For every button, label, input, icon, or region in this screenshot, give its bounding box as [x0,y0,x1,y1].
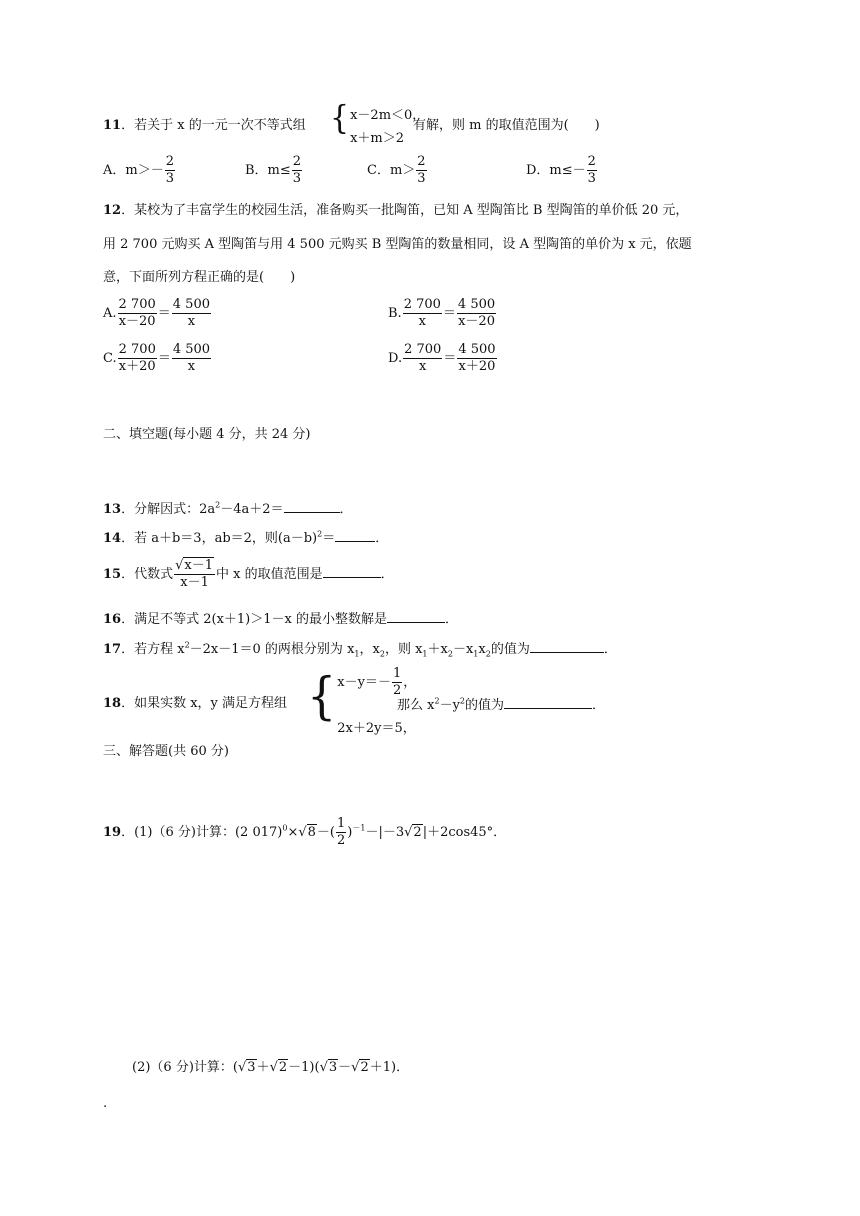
question-19-part-2: (2)（6 分)计算：(√3＋√2－1)(√3－√2＋1)． [132,1060,410,1075]
fraction: $\frac{2}{3}$ [165,154,174,186]
question-17: 17．若方程 $x^2-2x-1=0$ 的两根分别为 $x_1$，$x_2$，则 $x_1+x_2-x_1x_2$的值为 ． [103,640,617,659]
section-heading-fill-in: 二、填空题(每小题 4 分，共 24 分) [103,427,311,442]
question-11-stem-a: ．若关于 x 的一元一次不等式组 [121,118,306,133]
question-18-tail: 那么 $x^2-y^2$的值为 ． [397,696,606,713]
fraction: $\frac{1}{2}$ [337,816,346,848]
left-brace: { [330,98,350,138]
answer-blank[interactable] [504,696,592,709]
answer-blank[interactable] [387,610,445,623]
question-18-stem: 18．如果实数 x，y 满足方程组 [103,696,288,711]
option-d: D. $\frac{2 700}{x}$ ＝ $\frac{4 500}{x+20}$ [388,342,496,374]
option-b: B. $\frac{2 700}{x}$ ＝ $\frac{4 500}{x-20}$ [388,297,496,329]
question-number: 15 [103,567,122,582]
question-14: 14．若 a＋b＝3，ab＝2，则$(a-b)^2=$ ． [103,529,389,546]
system-row-2: 2x＋2y＝5， [337,721,416,736]
option-b: B．m≤ $\frac{2}{3}$ [245,154,302,186]
square-root: √2 [351,1060,369,1075]
fraction: $\frac{1}{2}$ [392,666,402,698]
question-12-line-3: 意，下面所列方程正确的是( ) [103,270,296,285]
fraction: $\frac{4 500}{x-20}$ [457,297,496,329]
system-row-1: x－2m＜0， [350,108,426,123]
question-11-stem-b: 有解，则 m 的取值范围为( ) [413,118,600,133]
left-brace: { [307,665,337,726]
question-number: 12 [103,203,122,218]
fraction: $\frac{4 500}{x}$ [172,297,210,329]
question-16: 16．满足不等式 2(x＋1)＞1－x 的最小整数解是 ． [103,612,458,627]
square-root: √2 [269,1060,288,1075]
answer-blank[interactable] [323,565,381,578]
inequality-system [330,98,426,146]
question-19-part-1: 19．(1)（6 分)计算：(2 017)$^0$×√8－( $\frac{1}{2}$ )$^{-1}$－|－3√2|＋2cos45°． [103,816,507,848]
question-number: 19 [103,825,122,840]
fraction: $\frac{2 700}{x}$ [403,297,441,329]
option-d: D．m≤－ $\frac{2}{3}$ [526,154,596,186]
option-a: A．m＞－ $\frac{2}{3}$ [103,154,174,186]
option-c: C. $\frac{2 700}{x+20}$ ＝ $\frac{4 500}{x}$ [103,342,211,374]
square-root: √3 [237,1060,256,1075]
option-c: C．m＞ $\frac{2}{3}$ [367,154,426,186]
answer-blank[interactable] [530,640,604,653]
square-root: √8 [298,825,316,840]
question-number: 18 [103,696,122,711]
fraction: $\frac{√x-1}{x-1}$ [175,558,214,590]
fraction: $\frac{2 700}{x+20}$ [118,342,156,374]
fraction: $\frac{2 700}{x}$ [404,342,442,374]
square-root: √x－1 [175,558,214,573]
question-number: 17 [103,642,122,657]
square-root: √3 [319,1060,338,1075]
question-15: 15．代数式 $\frac{√x-1}{x-1}$ 中 x 的取值范围是 ． [103,558,394,590]
question-number: 14 [103,531,122,546]
answer-blank[interactable] [335,529,375,542]
fraction: $\frac{4 500}{x}$ [172,342,211,374]
question-13: 13．分解因式：$2a^2-4a+2=$ ． [103,500,353,517]
section-heading-solutions: 三、解答题(共 60 分) [103,744,229,759]
fraction: $\frac{4 500}{x+20}$ [458,342,496,374]
footer-dot: . [103,1096,108,1111]
question-number: 11 [103,118,122,133]
system-row-1: x－y＝－ $\frac{1}{2}$ ， [337,666,417,698]
system-row-2: x＋m＞2 [350,131,405,146]
option-a: A. $\frac{2 700}{x-20}$ ＝ $\frac{4 500}{x}$ [103,297,210,329]
fraction: $\frac{2}{3}$ [292,154,302,186]
fraction: $\frac{2}{3}$ [587,154,596,186]
question-11-stem [103,118,306,134]
answer-blank[interactable] [284,500,340,513]
square-root: √2 [404,825,422,840]
fraction: $\frac{2}{3}$ [417,154,426,186]
question-number: 16 [103,612,122,627]
question-12-line-1: 12．某校为了丰富学生的校园生活，准备购买一批陶笛，已知 A 型陶笛比 B 型陶笛的单价低 20 元， [103,203,689,218]
fraction: $\frac{2 700}{x-20}$ [118,297,156,329]
question-12-line-2: 用 2 700 元购买 A 型陶笛与用 4 500 元购买 B 型陶笛的数量相同，设 A 型陶笛的单价为 x 元，依题 [103,237,692,252]
question-number: 13 [103,502,122,517]
